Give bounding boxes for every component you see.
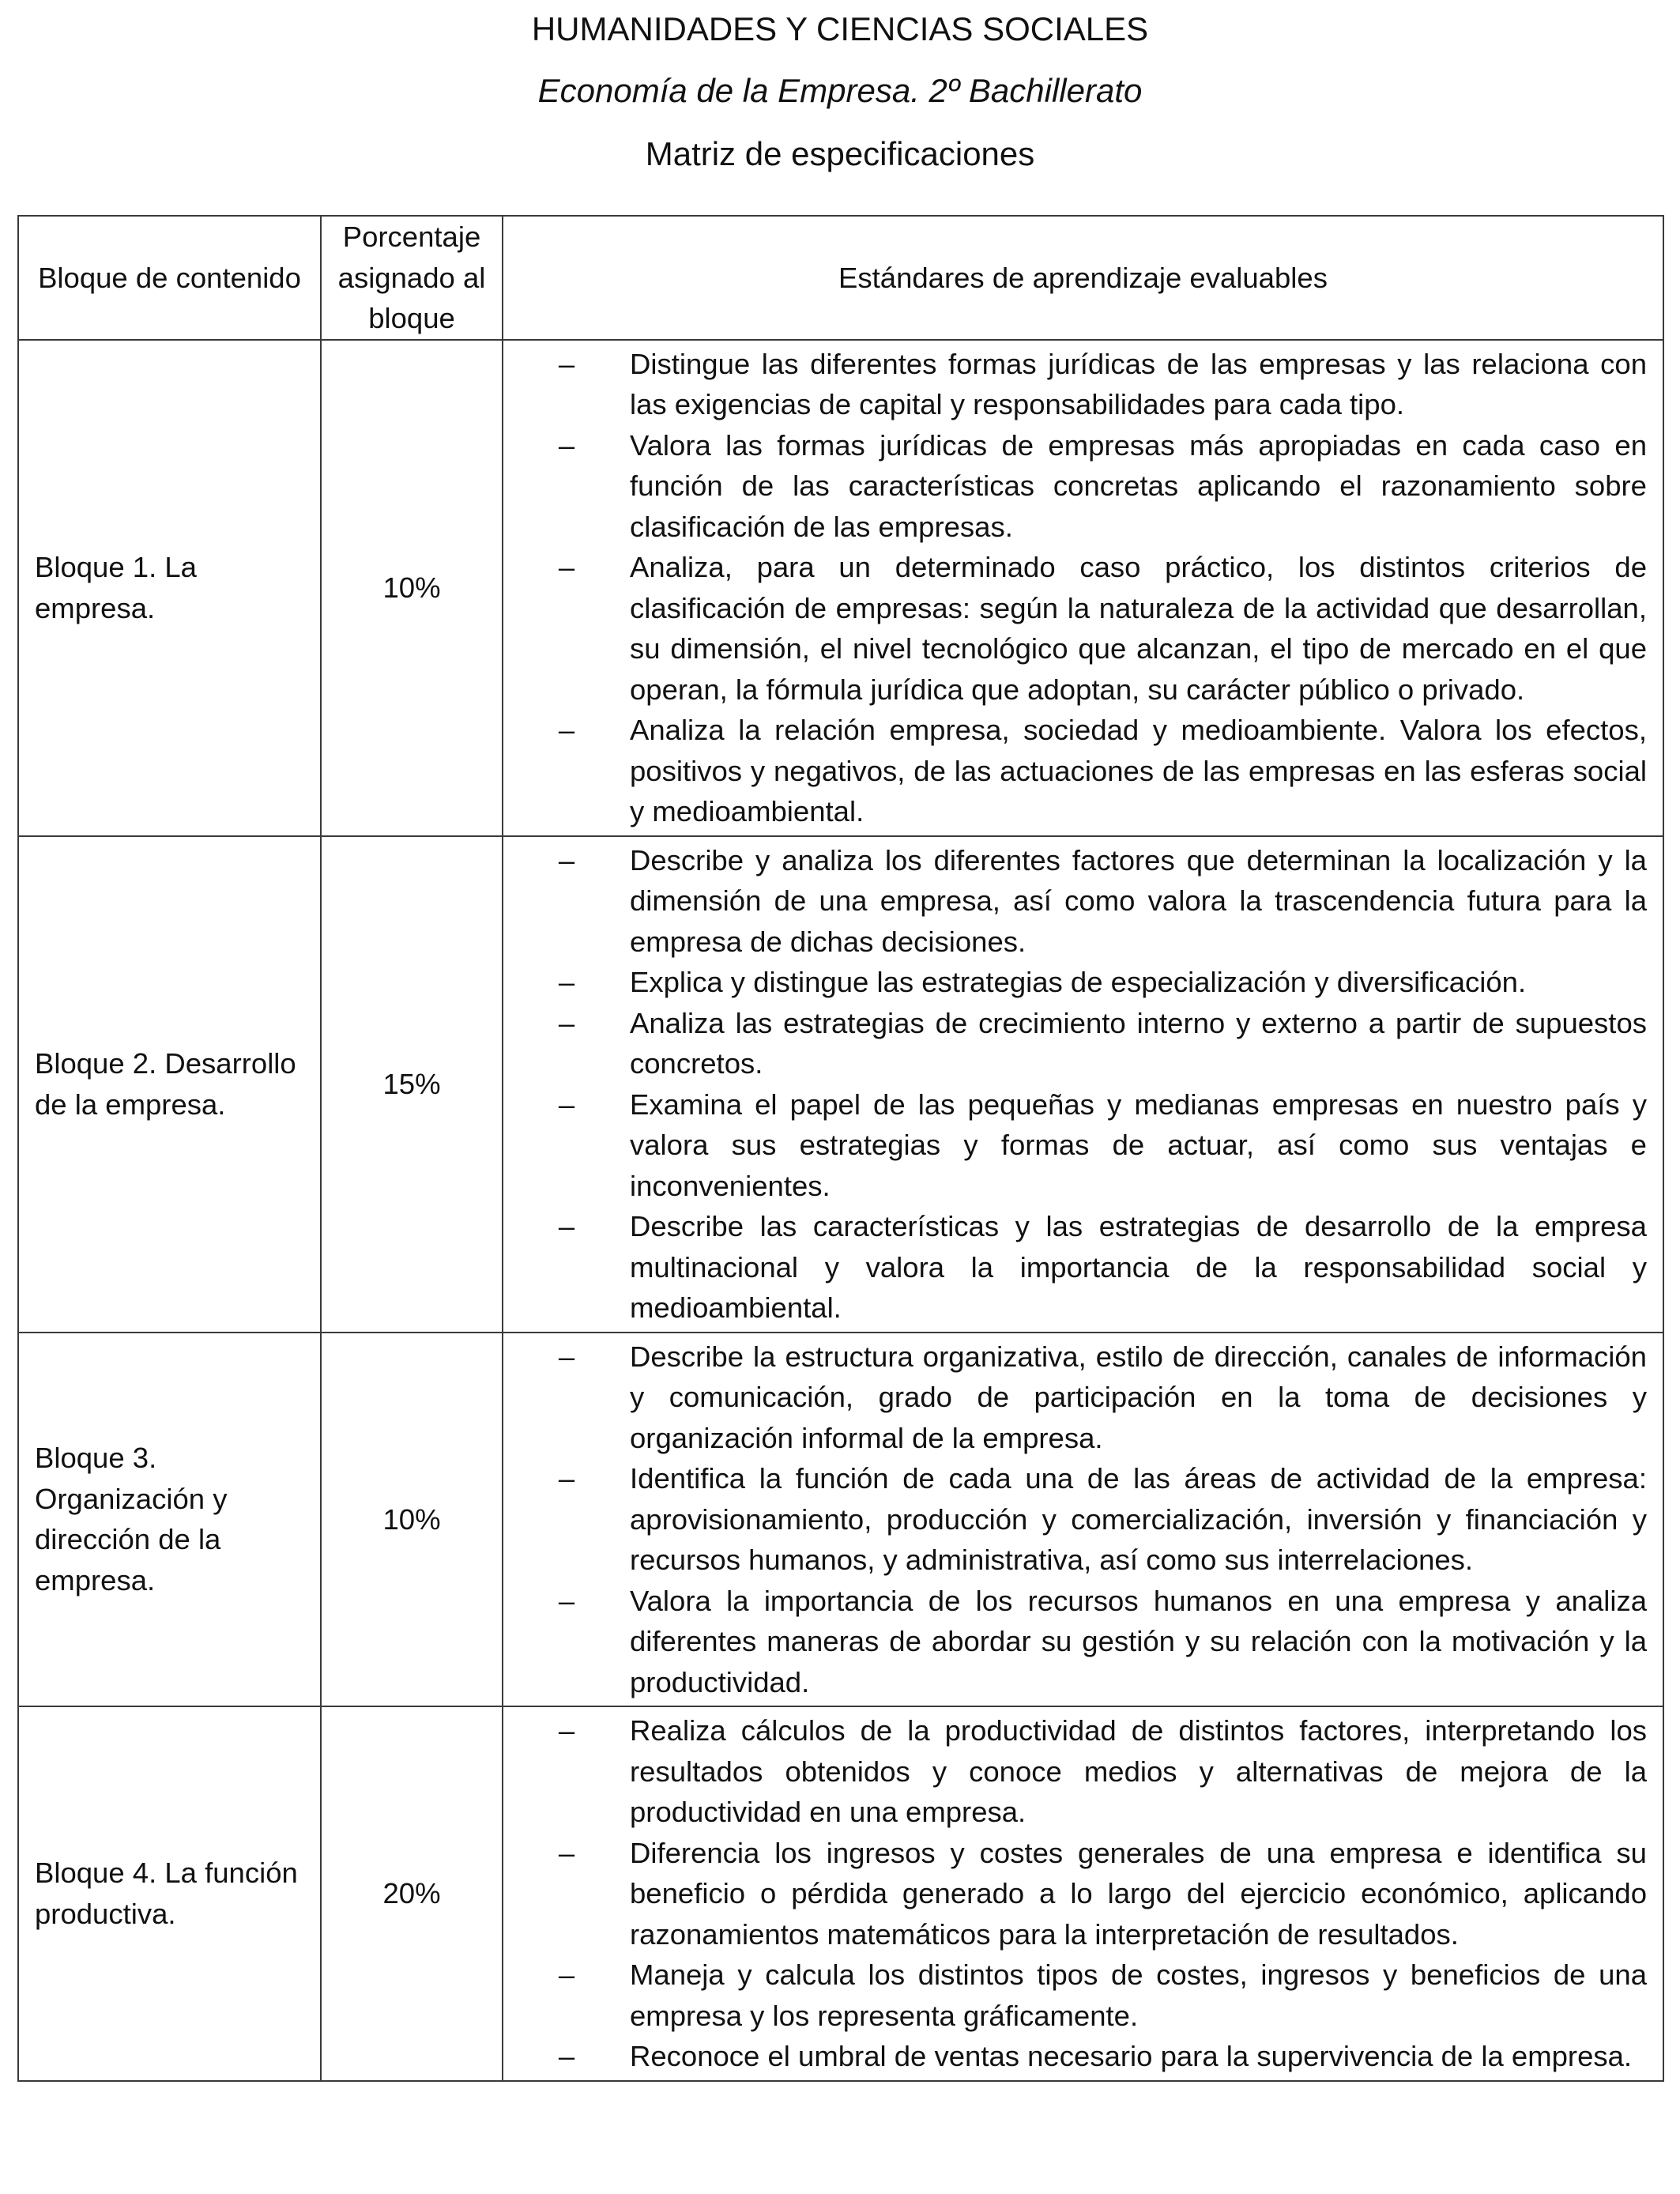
standard-text: Examina el papel de las pequeñas y medianas empresas en nuestro país y valora sus estrategias y formas de actuar, así como sus ventajas e inconvenientes. <box>630 1088 1647 1202</box>
dash-bullet: – <box>558 1584 575 1617</box>
dash-bullet: – <box>558 428 575 462</box>
standards-list <box>503 840 1647 1329</box>
specifications-matrix <box>17 215 1664 2082</box>
standard-item <box>503 962 1647 1003</box>
dash-bullet: – <box>558 1006 575 1039</box>
dash-bullet: – <box>558 2040 575 2072</box>
standard-text: Diferencia los ingresos y costes generales de una empresa e identifica su beneficio o pérdida generado a lo largo del ejercicio económico, aplicando razonamientos matemáticos para la interpretación de resultados. <box>630 1836 1647 1951</box>
standard-text: Reconoce el umbral de ventas necesario para la supervivencia de la empresa. <box>630 2040 1633 2072</box>
table-row <box>18 340 1663 836</box>
standards-cell <box>503 836 1663 1333</box>
table-row <box>18 836 1663 1333</box>
standards-cell <box>503 340 1663 836</box>
standard-item <box>503 2036 1647 2077</box>
area-heading: HUMANIDADES Y CIENCIAS SOCIALES <box>531 10 1149 47</box>
standards-cell <box>503 1706 1663 2081</box>
dash-bullet: – <box>558 966 575 998</box>
standard-item <box>503 1336 1647 1459</box>
standard-item <box>503 1833 1647 1955</box>
table-row <box>18 1333 1663 1707</box>
standard-item <box>503 1710 1647 1833</box>
block-name: Bloque 3. Organización y dirección de la empresa. <box>18 1333 321 1707</box>
block-name: Bloque 1. La empresa. <box>18 340 321 836</box>
block-percent: 10% <box>321 1333 503 1707</box>
standard-item <box>503 1955 1647 2036</box>
dash-bullet: – <box>558 714 575 746</box>
standard-text: Valora la importancia de los recursos humanos en una empresa y analiza diferentes maneras de abordar su gestión y su relación con la motivación y la productividad. <box>630 1584 1647 1698</box>
dash-bullet: – <box>558 1836 575 1869</box>
standard-item <box>503 1581 1647 1703</box>
standards-list <box>503 344 1647 832</box>
standard-item <box>503 547 1647 710</box>
standard-item <box>503 710 1647 832</box>
standard-text: Valora las formas jurídicas de empresas más apropiadas en cada caso en función de las características concretas aplicando el razonamiento sobre clasificación de las empresas. <box>630 428 1647 543</box>
standard-text: Describe las características y las estrategias de desarrollo de la empresa multinacional y valora la importancia de la responsabilidad social y medioambiental. <box>630 1210 1647 1324</box>
standard-item <box>503 1458 1647 1581</box>
dash-bullet: – <box>558 1088 575 1121</box>
table-row <box>18 1706 1663 2081</box>
block-percent: 10% <box>321 340 503 836</box>
block-percent: 20% <box>321 1706 503 2081</box>
column-header-standards: Estándares de aprendizaje evaluables <box>503 216 1663 340</box>
standard-item <box>503 1206 1647 1329</box>
standard-text: Explica y distingue las estrategias de especialización y diversificación. <box>630 966 1527 998</box>
standard-item <box>503 840 1647 963</box>
dash-bullet: – <box>558 843 575 876</box>
standard-text: Realiza cálculos de la productividad de distintos factores, interpretando los resultados obtenidos y conoce medios y alternativas de mejora de la productividad en una empresa. <box>630 1714 1647 1828</box>
standards-list <box>503 1336 1647 1703</box>
standard-text: Describe y analiza los diferentes factores que determinan la localización y la dimensión de una empresa, así como valora la trascendencia futura para la empresa de dichas decisiones. <box>630 843 1647 958</box>
standard-text: Describe la estructura organizativa, estilo de dirección, canales de información y comunicación, grado de participación en la toma de decisiones y organización informal de la empresa. <box>630 1340 1647 1454</box>
block-percent: 15% <box>321 836 503 1333</box>
dash-bullet: – <box>558 347 575 380</box>
standard-item <box>503 344 1647 425</box>
column-header-percent: Porcentaje asignado al bloque <box>321 216 503 340</box>
block-name: Bloque 4. La función productiva. <box>18 1706 321 2081</box>
dash-bullet: – <box>558 1958 575 1991</box>
standard-text: Identifica la función de cada una de las áreas de actividad de la empresa: aprovisionamiento, producción y comercialización, inversión y financiación y recursos humanos, y administrativa, así como sus interrelaciones. <box>630 1462 1647 1576</box>
dash-bullet: – <box>558 1210 575 1242</box>
standard-text: Distingue las diferentes formas jurídicas de las empresas y las relaciona con las exigencias de capital y responsabilidades para cada tipo. <box>630 347 1647 420</box>
dash-bullet: – <box>558 551 575 583</box>
standard-text: Analiza las estrategias de crecimiento interno y externo a partir de supuestos concretos. <box>630 1006 1647 1080</box>
block-name: Bloque 2. Desarrollo de la empresa. <box>18 836 321 1333</box>
standards-list <box>503 1710 1647 2077</box>
standard-text: Analiza, para un determinado caso práctico, los distintos criterios de clasificación de empresas: según la naturaleza de la actividad que desarrollan, su dimensión, el nivel tecnológico que alcanzan, el tipo de mercado en el que operan, la fórmula jurídica que adoptan, su carácter público o privado. <box>630 551 1647 706</box>
dash-bullet: – <box>558 1340 575 1373</box>
standards-cell <box>503 1333 1663 1707</box>
standard-text: Analiza la relación empresa, sociedad y medioambiente. Valora los efectos, positivos y negativos, de las actuaciones de las empresas en las esferas social y medioambiental. <box>630 714 1647 827</box>
standard-item <box>503 1003 1647 1084</box>
dash-bullet: – <box>558 1462 575 1495</box>
dash-bullet: – <box>558 1714 575 1747</box>
table-header-row <box>18 216 1663 340</box>
subject-heading: Economía de la Empresa. 2º Bachillerato <box>537 72 1143 109</box>
standard-item <box>503 425 1647 548</box>
document-title: Matriz de especificaciones <box>645 135 1035 172</box>
standard-text: Maneja y calcula los distintos tipos de costes, ingresos y beneficios de una empresa y los representa gráficamente. <box>630 1958 1647 2032</box>
column-header-block: Bloque de contenido <box>18 216 321 340</box>
standard-item <box>503 1084 1647 1207</box>
